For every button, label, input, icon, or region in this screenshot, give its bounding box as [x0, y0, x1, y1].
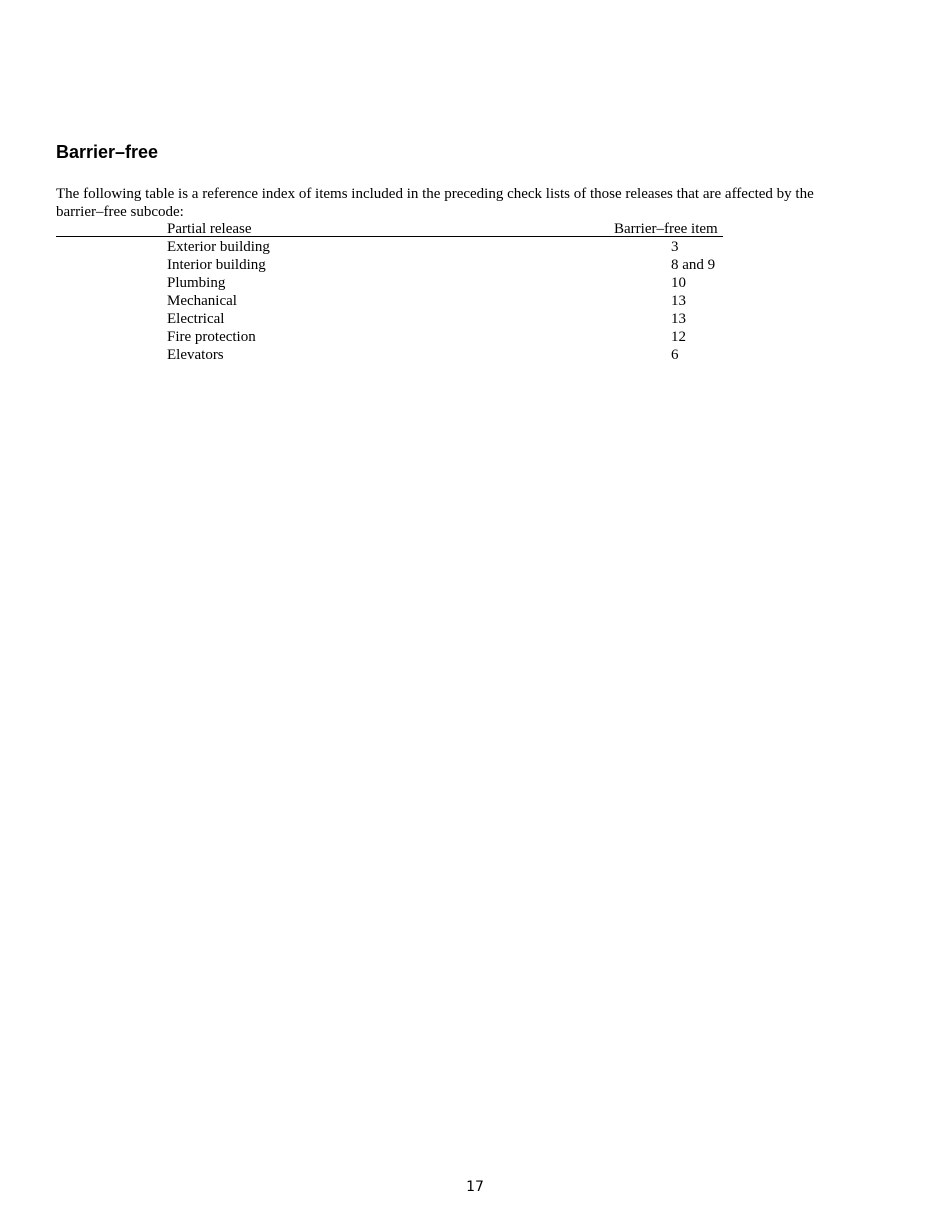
table-row-item: 10	[671, 275, 686, 291]
table-row-release: Interior building	[167, 257, 266, 273]
table-row-release: Electrical	[167, 311, 225, 327]
table-row-release: Mechanical	[167, 293, 237, 309]
page-title: Barrier–free	[56, 142, 159, 162]
intro-paragraph: The following table is a reference index of items included in the preceding check lists of those releases that are affected by the barrier–free subcode:	[56, 186, 814, 220]
table-row-release: Plumbing	[167, 275, 226, 291]
column-header-barrier-free-item: Barrier–free item	[614, 221, 718, 237]
header-rule	[56, 236, 723, 237]
table-row-item: 6	[671, 347, 679, 363]
column-header-partial-release: Partial release	[167, 221, 252, 237]
table-row-item: 13	[671, 293, 686, 309]
page-number: 17	[466, 1179, 484, 1195]
table-row-release: Fire protection	[167, 329, 256, 345]
table-row-release: Exterior building	[167, 239, 270, 255]
table-row-item: 3	[671, 239, 679, 255]
table-row-item: 8 and 9	[671, 257, 716, 273]
table-row-item: 13	[671, 311, 686, 327]
table-row-release: Elevators	[167, 347, 224, 363]
table-row-item: 12	[671, 329, 686, 345]
